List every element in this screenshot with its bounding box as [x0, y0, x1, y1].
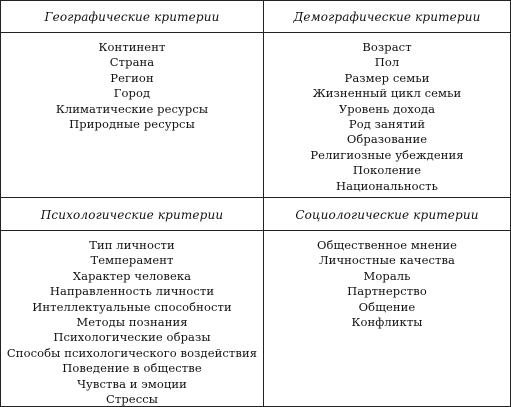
list-item: Поколение [352, 163, 422, 178]
list-item: Характер человека [72, 268, 192, 283]
list-item: Поведение в обществе [62, 361, 202, 376]
geographic-criteria-list [1, 33, 263, 132]
list-item: Стрессы [105, 392, 159, 407]
list-item: Мораль [363, 268, 411, 283]
list-item: Направленность личности [49, 284, 215, 299]
geographic-criteria-header: Географические критерии [1, 1, 263, 33]
list-item: Регион [110, 70, 154, 85]
list-item: Психологические образы [53, 330, 211, 345]
demographic-criteria-list [264, 33, 510, 194]
geographic-criteria-cell [1, 1, 264, 198]
psychological-criteria-cell [1, 198, 264, 406]
list-item: Методы познания [76, 315, 188, 330]
sociological-criteria-header: Социологические критерии [264, 198, 510, 231]
list-item: Чувства и эмоции [77, 376, 187, 391]
list-item: Город [113, 86, 151, 101]
sociological-criteria-list [264, 231, 510, 330]
list-item: Конфликты [351, 315, 423, 330]
list-item: Способы психологического воздействия [6, 345, 258, 360]
psychological-criteria-header: Психологические критерии [1, 198, 263, 231]
list-item: Религиозные убеждения [310, 147, 464, 162]
list-item: Континент [98, 40, 166, 54]
list-item: Уровень дохода [338, 101, 436, 116]
demographic-criteria-header: Демографические критерии [264, 1, 510, 33]
list-item: Личностные качества [318, 253, 456, 268]
list-item: Пол [374, 55, 400, 70]
list-item: Партнерство [347, 284, 427, 299]
list-item: Жизненный цикл семьи [312, 86, 462, 101]
list-item: Размер семьи [344, 70, 430, 85]
list-item: Природные ресурсы [69, 117, 195, 132]
list-item: Образование [346, 132, 428, 147]
list-item: Страна [109, 55, 155, 70]
list-item: Национальность [335, 178, 438, 193]
psychological-criteria-list [1, 231, 263, 407]
sociological-criteria-cell [264, 198, 510, 406]
list-item: Тип личности [89, 238, 175, 252]
list-item: Темперамент [90, 253, 174, 268]
list-item: Интеллектуальные способности [32, 299, 232, 314]
list-item: Род занятий [348, 117, 426, 132]
list-item: Возраст [362, 40, 412, 54]
demographic-criteria-cell [264, 1, 510, 198]
list-item: Общение [358, 299, 416, 314]
list-item: Общественное мнение [316, 238, 458, 252]
list-item: Климатические ресурсы [55, 101, 209, 116]
